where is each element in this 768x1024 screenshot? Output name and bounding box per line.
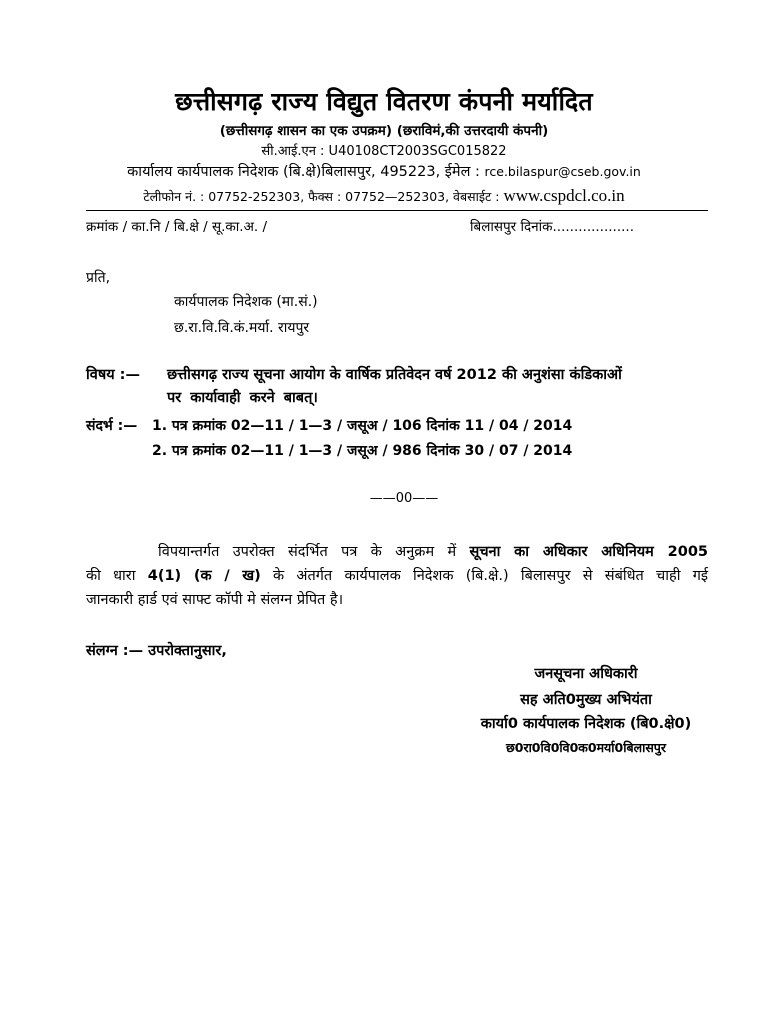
signatory-title: जनसूचना अधिकारी [534, 666, 638, 682]
phone-fax-text: टेलीफोन नं. : 07752-252303, फैक्स : 07752—252303, वेबसाईट : [143, 189, 500, 204]
enclosure-note: संलग्न :— उपरोक्तानुसार, [86, 643, 227, 659]
subject-line-1: छत्तीसगढ़ राज्य सूचना आयोग के वार्षिक प्रतिवेदन वर्ष 2012 की अनुशंसा कंडिकाओं [167, 367, 622, 383]
body-line-2-end: के अंतर्गत कार्यपालक निदेशक (बि.क्षे.) बिलासपुर से संबंधित चाही गई [273, 568, 708, 584]
letter-reference-number: क्रमांक / का.नि / बि.क्षे / सू.का.अ. / [86, 219, 268, 235]
recipient-line-1: कार्यपालक निदेशक (मा.सं.) [174, 294, 318, 310]
section-separator: ——00—— [369, 491, 439, 506]
company-title: छत्तीसगढ़ राज्य विद्युत वितरण कंपनी मर्यादित [175, 87, 593, 116]
office-address-text: कार्यालय कार्यपालक निदेशक (बि.क्षे)बिलासपुर, 495223, ईमेल : [127, 164, 480, 180]
body-line-2 [86, 564, 708, 588]
signatory-designation: सह अति0मुख्य अभियंता [520, 692, 652, 708]
email-address: rce.bilaspur@cseb.gov.in [484, 164, 641, 179]
reference-item-1: 1. पत्र क्रमांक 02—11 / 1—3 / जसूअ / 106 दिनांक 11 / 04 / 2014 [152, 418, 573, 434]
company-subtitle: (छत्तीसगढ़ शासन का एक उपक्रम) (छराविमं,की उत्तरदायी कंपनी) [219, 123, 549, 139]
reference-item-2: 2. पत्र क्रमांक 02—11 / 1—3 / जसूअ / 986 दिनांक 30 / 07 / 2014 [152, 443, 573, 459]
act-name: सूचना का अधिकार अधिनियम 2005 [469, 544, 709, 560]
body-line-2-start: की धारा [86, 568, 136, 584]
contact-line [0, 186, 768, 206]
cin-number: सी.आई.एन : U40108CT2003SGC015822 [261, 144, 507, 159]
references-label: संदर्भ :— [86, 418, 138, 434]
office-address [0, 161, 768, 181]
signatory-office: कार्या0 कार्यपालक निदेशक (बि0.क्षे0) [480, 716, 692, 732]
subject-line-2: पर कार्यावाही करने बाबत्। [167, 390, 318, 406]
body-line-3: जानकारी हार्ड एवं साफ्ट कॉपी मे संलग्न प्रेपित है। [86, 592, 344, 608]
recipient-line-2: छ.रा.वि.वि.कं.मर्या. रायपुर [174, 320, 310, 336]
place-date: बिलासपुर दिनांक................... [470, 219, 635, 235]
recipient-prefix: प्रति, [86, 270, 111, 286]
body-line-1-text: विपयान्तर्गत उपरोक्त संदर्भित पत्र के अनुक्रम में [158, 544, 457, 560]
subject-label: विषय :— [86, 367, 140, 383]
body-line-1 [86, 540, 708, 564]
header-divider [86, 210, 708, 211]
website-address: www.cspdcl.co.in [503, 186, 625, 205]
signatory-company: छ0रा0वि0वि0क0मर्या0बिलासपुर [506, 740, 666, 755]
section-number: 4(1) (क / ख) [147, 568, 261, 584]
